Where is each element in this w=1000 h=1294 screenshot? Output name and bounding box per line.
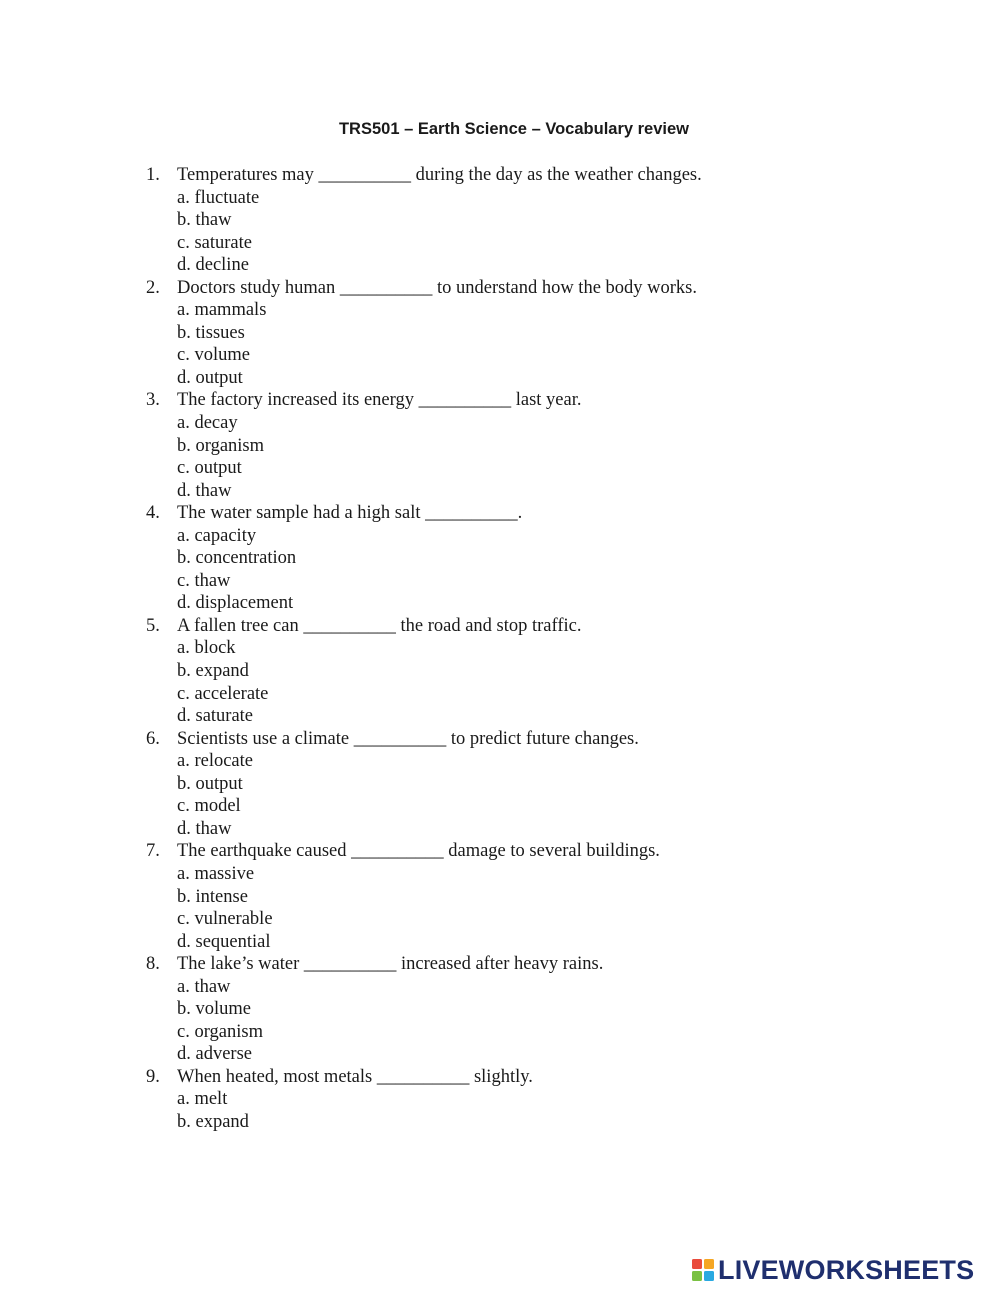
question-text: The earthquake caused __________ damage to several buildings.	[177, 841, 660, 862]
answer-option[interactable]: b. thaw	[177, 210, 232, 231]
worksheet-title: TRS501 – Earth Science – Vocabulary review	[338, 120, 690, 138]
answer-options	[146, 750, 866, 840]
question-number: 3.	[146, 390, 160, 411]
answer-option[interactable]: d. adverse	[177, 1044, 252, 1065]
answer-option[interactable]: b. tissues	[177, 322, 245, 343]
question-text: Temperatures may __________ during the day as the weather changes.	[177, 165, 702, 185]
question-stem	[146, 502, 866, 525]
answer-option[interactable]: a. thaw	[177, 976, 231, 997]
question-number: 6.	[146, 728, 160, 749]
question-1	[146, 164, 866, 277]
answer-options	[146, 1088, 866, 1133]
question-2	[146, 277, 866, 390]
question-number: 2.	[146, 277, 160, 298]
question-stem	[146, 728, 866, 751]
answer-options	[146, 637, 866, 727]
answer-option[interactable]: b. expand	[177, 1111, 249, 1132]
question-3	[146, 389, 866, 502]
answer-option[interactable]: c. saturate	[177, 232, 252, 253]
question-text: The water sample had a high salt __________.	[177, 503, 523, 524]
question-stem	[146, 389, 866, 412]
question-7	[146, 840, 866, 953]
answer-option[interactable]: a. capacity	[177, 525, 257, 546]
answer-options	[146, 525, 866, 615]
answer-option[interactable]: d. saturate	[177, 706, 254, 727]
answer-option[interactable]: a. block	[177, 638, 236, 659]
question-8	[146, 953, 866, 1066]
answer-options	[146, 299, 866, 389]
answer-option[interactable]: d. sequential	[177, 931, 271, 952]
question-number: 8.	[146, 954, 160, 975]
question-stem	[146, 615, 866, 638]
answer-option[interactable]: c. volume	[177, 345, 250, 366]
answer-option[interactable]: c. model	[177, 796, 241, 817]
answer-options	[146, 412, 866, 502]
question-text: A fallen tree can __________ the road and stop traffic.	[177, 615, 582, 636]
answer-option[interactable]: a. relocate	[177, 751, 253, 772]
liveworksheets-logo[interactable]	[692, 1254, 974, 1286]
question-text: The factory increased its energy __________ last year.	[177, 390, 582, 411]
answer-option[interactable]: b. output	[177, 773, 243, 794]
question-text: Scientists use a climate __________ to predict future changes.	[177, 728, 639, 749]
question-text: The lake’s water __________ increased after heavy rains.	[177, 954, 604, 975]
question-stem	[146, 164, 866, 187]
question-number: 1.	[146, 165, 160, 185]
logo-block-blue	[704, 1271, 714, 1281]
answer-option[interactable]: d. output	[177, 367, 243, 388]
answer-option[interactable]: a. melt	[177, 1089, 228, 1110]
answer-options	[146, 863, 866, 953]
question-4	[146, 502, 866, 615]
question-list	[146, 164, 866, 1134]
logo-block-orange	[704, 1259, 714, 1269]
answer-options	[146, 976, 866, 1066]
answer-option[interactable]: a. mammals	[177, 300, 267, 321]
answer-option[interactable]: d. thaw	[177, 818, 232, 839]
answer-option[interactable]: b. expand	[177, 661, 249, 682]
answer-option[interactable]: d. thaw	[177, 480, 232, 501]
answer-option[interactable]: b. intense	[177, 886, 248, 907]
answer-option[interactable]: c. thaw	[177, 570, 231, 591]
liveworksheets-logo-icon	[692, 1259, 714, 1281]
answer-option[interactable]: b. volume	[177, 999, 251, 1020]
question-6	[146, 728, 866, 841]
question-stem	[146, 840, 866, 863]
answer-option[interactable]: d. displacement	[177, 593, 294, 614]
question-text: When heated, most metals __________ slightly.	[177, 1066, 533, 1087]
question-number: 7.	[146, 841, 160, 862]
answer-option[interactable]: b. concentration	[177, 548, 297, 569]
question-number: 4.	[146, 503, 160, 524]
question-number: 5.	[146, 615, 160, 636]
answer-option[interactable]: c. vulnerable	[177, 909, 273, 930]
logo-block-red	[692, 1259, 702, 1269]
question-stem	[146, 953, 866, 976]
answer-options	[146, 187, 866, 277]
answer-option[interactable]: d. decline	[177, 255, 249, 276]
answer-option[interactable]: c. output	[177, 458, 242, 479]
question-stem	[146, 1066, 866, 1089]
question-9	[146, 1066, 866, 1134]
logo-text: LIVEWORKSHEETS	[718, 1254, 975, 1285]
answer-option[interactable]: a. fluctuate	[177, 187, 260, 208]
question-stem	[146, 277, 866, 300]
answer-option[interactable]: c. organism	[177, 1021, 263, 1042]
logo-block-green	[692, 1271, 702, 1281]
question-text: Doctors study human __________ to understand how the body works.	[177, 277, 698, 298]
answer-option[interactable]: b. organism	[177, 435, 265, 456]
question-5	[146, 615, 866, 728]
answer-option[interactable]: a. decay	[177, 413, 238, 434]
question-number: 9.	[146, 1066, 160, 1087]
answer-option[interactable]: c. accelerate	[177, 683, 269, 704]
answer-option[interactable]: a. massive	[177, 863, 255, 884]
